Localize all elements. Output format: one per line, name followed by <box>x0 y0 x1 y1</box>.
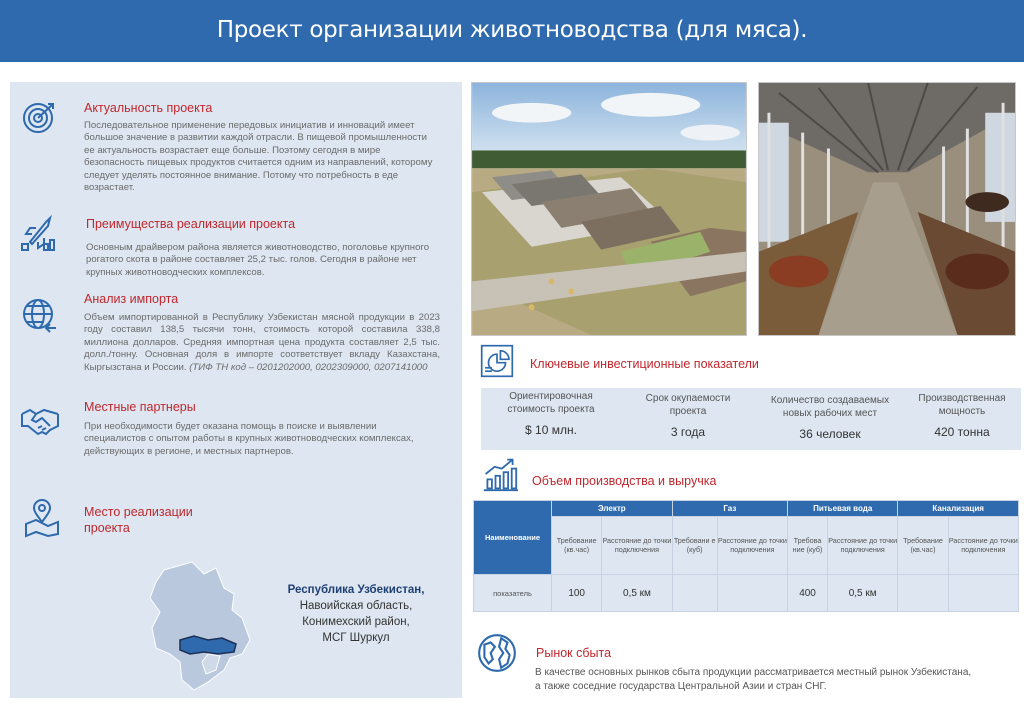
location-country: Республика Узбекистан, <box>287 584 425 596</box>
value-cell: 0,5 км <box>602 575 672 612</box>
group-header: Питьевая вода <box>788 501 898 517</box>
partners-title: Местные партнеры <box>84 400 196 414</box>
advantages-title: Преимущества реализации проекта <box>86 217 296 231</box>
name-header: Наименование <box>474 501 552 575</box>
value-cell <box>898 575 948 612</box>
market-text: В качестве основных рынков сбыта продукции рассматривается местный рынок Узбекистана, а также соседние государства Центральной Азии и стран СНГ. <box>535 667 972 692</box>
globe-icon <box>476 632 518 674</box>
subheader-cell: Требовани е (куб) <box>672 517 717 575</box>
kpi-label-line1: Количество создаваемых <box>770 395 890 406</box>
location-district: Конимехский район, <box>302 616 410 628</box>
kpi-title: Ключевые инвестиционные показатели <box>530 357 759 371</box>
group-header: Канализация <box>898 501 1019 517</box>
kpi-label-line1: Срок окупаемости <box>645 393 731 404</box>
value-cell: 0,5 км <box>828 575 898 612</box>
subheader-cell: Расстояние до точки подключения <box>602 517 672 575</box>
imports-title: Анализ импорта <box>84 292 179 306</box>
globe-arrows-icon <box>20 296 60 336</box>
kpi-item-payback <box>620 392 756 439</box>
header-bar <box>0 0 1024 62</box>
location-site: МСГ Шуркул <box>322 632 390 644</box>
page-title: Проект организации животноводства (для мяса). <box>216 17 808 43</box>
row-label: показатель <box>474 575 552 612</box>
subheader-cell: Расстояние до точки подключения <box>717 517 787 575</box>
map-pin-icon <box>22 498 62 538</box>
imports-text-block <box>84 312 440 374</box>
production-table <box>473 500 1019 612</box>
location-caption <box>276 582 436 646</box>
location-title-line1: Место реализации <box>84 505 193 519</box>
production-title: Объем производства и выручка <box>532 474 717 488</box>
cattle-barn-photo <box>758 82 1016 336</box>
kpi-value: 36 человек <box>799 427 861 441</box>
target-icon <box>20 98 60 138</box>
kpi-label-line1: Ориентировочная <box>509 391 593 402</box>
kpi-value: 3 года <box>670 425 706 439</box>
advantages-text: Основным драйвером района является животноводство, поголовье крупного рогатого скота в районе составляет 25,2 тыс. голов. Сегодня в районе нет крупных животноводческих комплексов. <box>86 242 430 278</box>
subheader-cell: Требование (кв.час) <box>898 517 948 575</box>
kpi-label-line2: проекта <box>669 406 707 417</box>
kpi-value: 420 тонна <box>934 425 990 439</box>
market-title: Рынок сбыта <box>536 646 612 660</box>
handshake-icon <box>20 400 60 440</box>
value-cell <box>717 575 787 612</box>
kpi-label-line2: мощность <box>938 406 986 417</box>
bar-chart-up-icon <box>482 456 518 492</box>
subheader-cell: Требование (кв.час) <box>552 517 602 575</box>
chart-pie-icon <box>480 344 514 378</box>
relevance-title: Актуальность проекта <box>84 101 213 115</box>
value-cell: 400 <box>788 575 828 612</box>
value-cell: 100 <box>552 575 602 612</box>
subheader-cell: Требова ние (куб) <box>788 517 828 575</box>
kpi-label-line2: стоимость проекта <box>507 404 595 415</box>
imports-text: Объем импортированной в Республику Узбекистан мясной продукции в 2023 году составил 138,5 тысячи тонн, стоимость которой составила 338,8 миллиона долларов. Средняя импортная цена продукта составляет 2,5 тыс. долл./тонну. Основная доля в импорте соответствует вкладу Казахстана, Кыргызстана и России. <box>84 312 440 373</box>
location-region: Навоийская область, <box>299 600 413 612</box>
value-cell <box>948 575 1018 612</box>
relevance-text: Последовательное применение передовых инициатив и инноваций имеет большое значение в развитии каждой отрасли. В пищевой промышленности ее актуальность возрастает еще больше. Поэтому сегодня в мире безопасность пищевых продуктов считается одним из направлений, которому следует уделять постоянное внимание. Потому что потребность в еде возрастает. <box>84 120 433 194</box>
kpi-item-capacity <box>904 392 1020 439</box>
kpi-label-line2: новых рабочих мест <box>782 408 878 419</box>
group-header: Газ <box>672 501 787 517</box>
imports-codes: (ТИФ ТН код – 0201202000, 0202309000, 0207141000 <box>189 361 428 373</box>
partners-text: При необходимости будет оказана помощь в поиске и выявлении специалистов с опытом работы в крупных животноводческих комплексах, действующих в регионе, и местных партнеров. <box>84 421 414 457</box>
group-header: Электр <box>552 501 673 517</box>
location-title <box>84 504 193 536</box>
kpi-item-jobs <box>756 394 904 441</box>
value-cell <box>672 575 717 612</box>
kpi-value: $ 10 млн. <box>525 423 577 437</box>
region-map <box>146 558 266 692</box>
farm-aerial-photo <box>471 82 747 336</box>
subheader-cell: Расстояние до точки подключения <box>948 517 1018 575</box>
kpi-label-line1: Производственная <box>918 393 1006 404</box>
subheader-cell: Расстояние до точки подключения <box>828 517 898 575</box>
kpi-item-cost <box>481 390 621 437</box>
location-title-line2: проекта <box>84 521 130 535</box>
rocket-icon <box>18 214 58 254</box>
